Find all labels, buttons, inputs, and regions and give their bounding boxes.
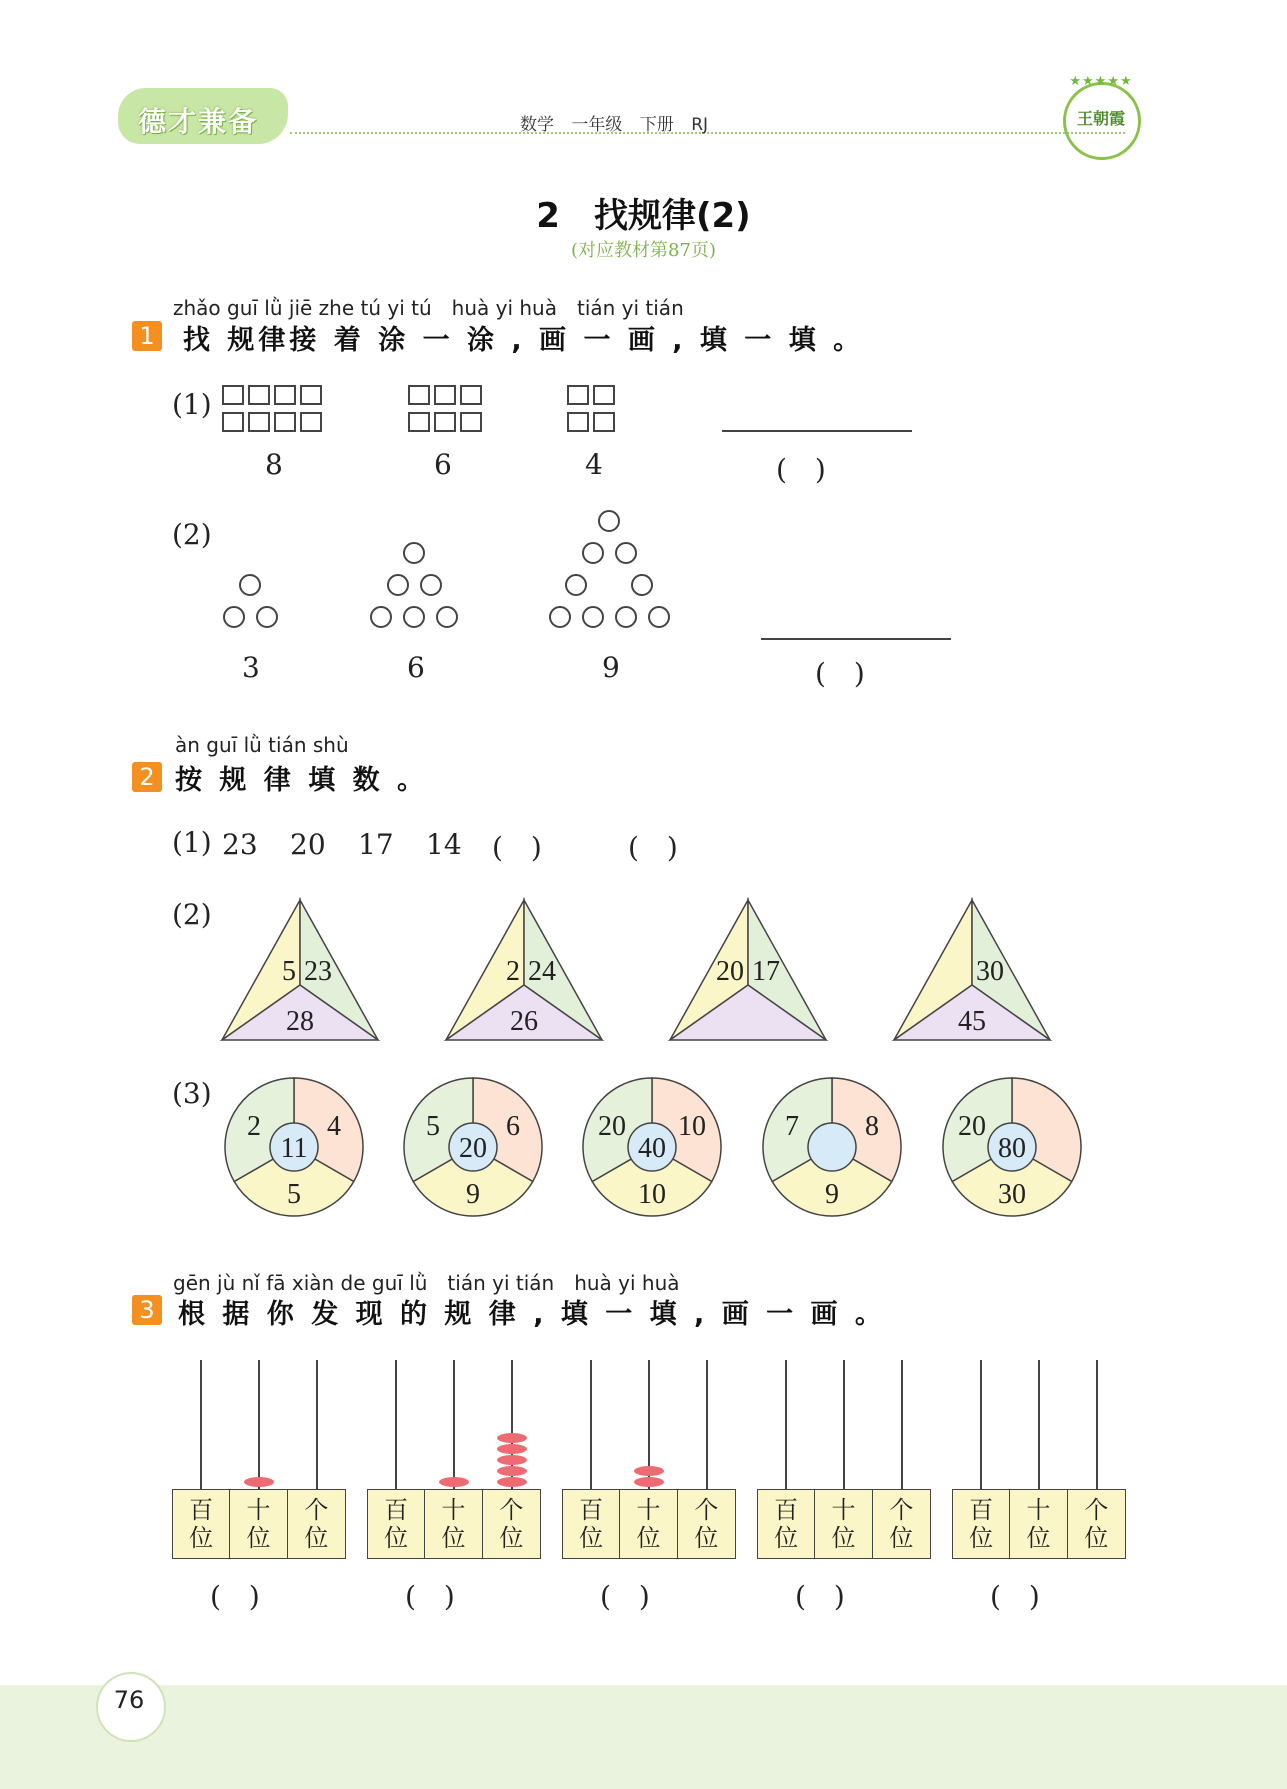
- abacus-rod: [1038, 1360, 1040, 1489]
- triangle-right-number: 17: [752, 956, 780, 987]
- q1-part2-num-1: 3: [242, 651, 260, 684]
- place-value-label: 十 位: [620, 1490, 677, 1558]
- q2-part3-label: (3): [172, 1077, 212, 1110]
- seal-stars-icon: ★★★★★: [1069, 74, 1133, 89]
- wheel-bottom-number: 9: [825, 1179, 839, 1210]
- q2-part1-seq-1: 23: [222, 828, 258, 861]
- abacus-rod: [395, 1360, 397, 1489]
- logo-text: 德才兼备: [138, 105, 259, 138]
- abacus-bead: [634, 1466, 664, 1476]
- abacus-rod: [980, 1360, 982, 1489]
- place-value-label: 百 位: [368, 1490, 425, 1558]
- place-value-label: 百 位: [758, 1490, 815, 1558]
- triangle-right-number: 23: [304, 956, 332, 987]
- wheel-top-right-number: 10: [678, 1111, 706, 1142]
- abacus-bead: [497, 1466, 527, 1476]
- wheel-top-left-number: 20: [958, 1111, 986, 1142]
- abacus-bead: [497, 1433, 527, 1443]
- q1-instruction: 找 规律接 着 涂 一 涂 , 画 一 画 , 填 一 填 。: [183, 325, 865, 356]
- place-value-box: [562, 1489, 736, 1559]
- place-value-label: 十 位: [230, 1490, 287, 1558]
- abacus-rod: [590, 1360, 592, 1489]
- q1-number-badge: 1: [132, 321, 162, 351]
- q2-instruction: 按 规 律 填 数 。: [175, 765, 428, 796]
- place-value-label: 个 位: [1084, 1496, 1109, 1552]
- place-value-box: [172, 1489, 346, 1559]
- q1-part2-num-3: 9: [602, 651, 620, 684]
- place-value-label: 百 位: [563, 1490, 620, 1558]
- q1-part1-num-3: 4: [585, 448, 603, 481]
- abacus-bead: [634, 1477, 664, 1487]
- abacus-rod: [316, 1360, 318, 1489]
- triangle-bottom-number: 26: [510, 1006, 538, 1037]
- place-value-label: 个 位: [889, 1496, 914, 1552]
- q2-pinyin: àn guī lǜ tián shù: [175, 733, 349, 757]
- place-value-label: 十 位: [425, 1490, 482, 1558]
- triangle-left-number: 20: [716, 956, 744, 987]
- place-value-label: 百 位: [173, 1490, 230, 1558]
- q2-part1-seq-2: 20: [290, 828, 326, 861]
- abacus-bead: [439, 1477, 469, 1487]
- wheel-bottom-number: 9: [466, 1179, 480, 1210]
- place-value-label: 百 位: [953, 1490, 1010, 1558]
- wheel-bottom-number: 5: [287, 1179, 301, 1210]
- place-value-label: 十 位: [1010, 1490, 1067, 1558]
- abacus-rod: [785, 1360, 787, 1489]
- header-volume: 下册: [639, 115, 674, 135]
- q1-part2-answer-blank[interactable]: ( ): [815, 657, 865, 690]
- triangle-right-number: 24: [528, 956, 556, 987]
- q1-part1-label: (1): [172, 388, 212, 421]
- abacus-rod: [843, 1360, 845, 1489]
- place-value-label: 个 位: [499, 1496, 524, 1552]
- wheel-top-right-number: 6: [506, 1111, 520, 1142]
- q1-part2-label: (2): [172, 518, 212, 551]
- wheel-top-right-number: 8: [865, 1111, 879, 1142]
- abacus-answer-blank[interactable]: ( ): [990, 1580, 1040, 1613]
- wheel-bottom-number: 30: [998, 1179, 1026, 1210]
- abacus-rod: [901, 1360, 903, 1489]
- abacus-answer-blank[interactable]: ( ): [795, 1580, 845, 1613]
- abacus-bead: [497, 1455, 527, 1465]
- wheel-center-number: 11: [280, 1133, 308, 1164]
- lesson-title: 2 找规律(2): [536, 196, 751, 236]
- wheel-center-circle: [808, 1123, 856, 1171]
- abacus-rod: [1096, 1360, 1098, 1489]
- wheel-top-left-number: 20: [598, 1111, 626, 1142]
- q3-pinyin: gēn jù nǐ fā xiàn de guī lǜ tián yi tián huà yi huà: [173, 1271, 680, 1295]
- triangle-left-number: 2: [506, 956, 520, 987]
- lesson-subtitle: (对应教材第87页): [571, 240, 716, 261]
- wheel-bottom-number: 10: [638, 1179, 666, 1210]
- q2-part1-label: (1): [172, 826, 212, 859]
- abacus-rod: [453, 1360, 455, 1489]
- q1-part1-num-1: 8: [265, 448, 283, 481]
- abacus-bead: [244, 1477, 274, 1487]
- abacus-answer-blank[interactable]: ( ): [210, 1580, 260, 1613]
- q2-part1-seq-4: 14: [426, 828, 462, 861]
- q1-part2-num-2: 6: [407, 651, 425, 684]
- header-edition: RJ: [691, 115, 709, 135]
- q2-part1-blank-2[interactable]: ( ): [628, 831, 678, 864]
- place-value-box: [367, 1489, 541, 1559]
- wheel-top-left-number: 5: [426, 1111, 440, 1142]
- triangle-left-number: 5: [282, 956, 296, 987]
- abacus-rod: [258, 1360, 260, 1489]
- q3-instruction: 根 据 你 发 现 的 规 律 , 填 一 填 , 画 一 画 。: [178, 1299, 886, 1330]
- wheel-center-number: 20: [459, 1133, 487, 1164]
- q2-number-badge: 2: [132, 762, 162, 792]
- abacus-bead: [497, 1477, 527, 1487]
- place-value-box: [952, 1489, 1126, 1559]
- place-value-label: 十 位: [815, 1490, 872, 1558]
- abacus-answer-blank[interactable]: ( ): [405, 1580, 455, 1613]
- abacus-rod: [706, 1360, 708, 1489]
- wheel-center-number: 80: [998, 1133, 1026, 1164]
- q2-part1-blank-1[interactable]: ( ): [492, 831, 542, 864]
- q1-part1-num-2: 6: [434, 448, 452, 481]
- page-number: 76: [113, 1686, 145, 1714]
- wheel-top-left-number: 7: [785, 1111, 799, 1142]
- wheel-top-left-number: 2: [247, 1111, 261, 1142]
- triangle-bottom-number: 28: [286, 1006, 314, 1037]
- triangle-right-number: 30: [976, 956, 1004, 987]
- abacus-rod: [200, 1360, 202, 1489]
- wheel-center-number: 40: [638, 1133, 666, 1164]
- place-value-label: 个 位: [694, 1496, 719, 1552]
- seal-text: 王朝霞: [1076, 109, 1125, 128]
- footer-band: [0, 1685, 1287, 1789]
- q2-part1-seq-3: 17: [358, 828, 394, 861]
- abacus-answer-blank[interactable]: ( ): [600, 1580, 650, 1613]
- wheel-top-right-number: 4: [327, 1111, 341, 1142]
- q1-pinyin: zhǎo guī lǜ jiē zhe tú yi tú huà yi huà tián yi tián: [173, 296, 684, 320]
- abacus-bead: [497, 1444, 527, 1454]
- q1-part1-answer-blank[interactable]: ( ): [776, 453, 826, 486]
- place-value-box: [757, 1489, 931, 1559]
- triangle-bottom-number: 45: [958, 1006, 986, 1037]
- q3-number-badge: 3: [132, 1295, 162, 1325]
- header-subject: 数学: [520, 115, 554, 135]
- q2-part2-label: (2): [172, 898, 212, 931]
- header-grade: 一年级: [571, 115, 623, 135]
- place-value-label: 个 位: [304, 1496, 329, 1552]
